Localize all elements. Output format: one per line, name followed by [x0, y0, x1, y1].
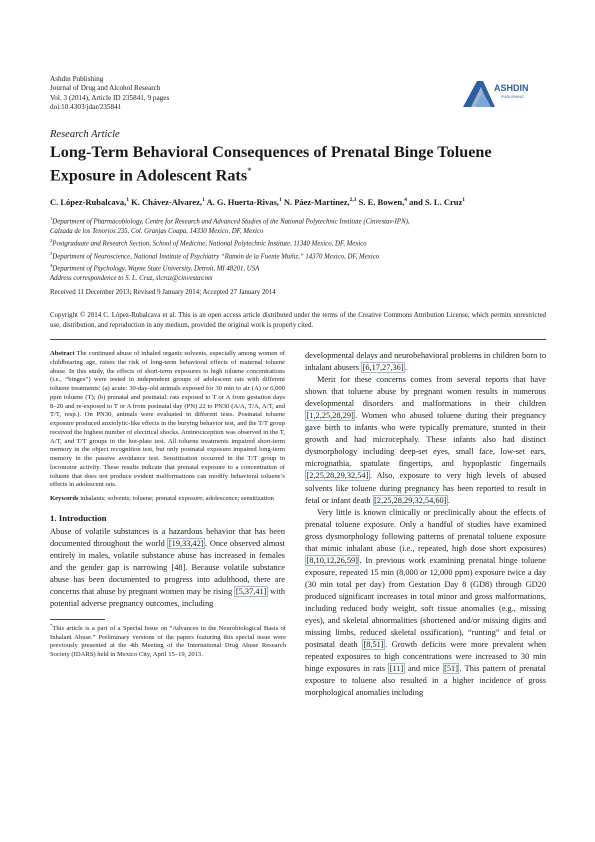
- left-column: [50, 350, 285, 610]
- publisher-name: Ashdin Publishing: [50, 75, 104, 83]
- abstract-text: The continued abuse of inhaled organic solvents, especially among women of childbearing age, raises the risk of long-term behavioral effects of maternal toluene abuse. In this study, the effects of short-term exposures to high toluene concentrations (i.e., “binges”) were tested in independent groups of adolescent rats with different toluene treatments: (a) acute: 30-day-old animals exposed for 30 min to air (A) or 6,000 ppm toluene (T); (b) prenatal and postnatal: rats exposed to T or A from gestation days 8–20 and re-exposed to T or A from postnatal day (PN) 22 to PN30 (A/A, T/A, A/T, and T/T, resp.). On PN30, animals were evaluated in different tests. Postnatal toluene exposure produced anxiolytic-like effects in the burying behavior test, and the T/T group received the highest number of electrical shocks. Antinociception was observed in the T, A/T, and T/T groups in the hot-plate test. All toluene treatments impaired short-term memory in the object recognition test, but only postnatal exposure impaired long-term memory in the passive avoidance test. Sensitization occurred in the T/T group in locomotor activity. These results indicate that prenatal exposure to a concentration of toluene that does not produce evident malformations can modify behavioral toluene’s effects in adolescent rats.: [50, 350, 285, 489]
- article-type: Research Article: [50, 129, 120, 140]
- intro-paragraph-2: Merit for these concerns comes from several reports that have shown that toluene abuse by pregnant women results in numerous developmental disorders and malformations in their children [1,2,25,28,29] . Women who abused toluene during their pregnancy gave birth to infants who were typically premature, stunted in their growth and had microcephaly. These infants also had distinct dysmorphology including deep-set eyes, small face, low-set ears, micrognathia, spatulate fingertips, and hypoplastic fingernails [2,25,28,29,32,54] . Also, exposure to very high levels of abused solvents like toluene during pregnancy has been reported to result in fetal or infant death [2,25,28,29,32,54,60] .: [305, 375, 546, 505]
- intro-paragraph-1: Abuse of volatile substances is a hazardous behavior that has been documented throughout the world [19,33,42] . Once observed almost entirely in males, volatile substance abuse has increased in females and the gender gap is narrowing [48]. Because volatile substance abuse has been documented to progress into adulthood, there are concerns that abuse by pregnant women may be rising [5,37,41] with potential adverse pregnancy outcomes, including: [50, 526, 286, 609]
- keywords-text: inhalants; solvents; toluene; prenatal exposure; adolescence; sensitization: [80, 495, 274, 502]
- citation-link[interactable]: [6,17,27,36]: [362, 363, 404, 373]
- author-affiliation-mark: 2,3: [349, 197, 357, 203]
- affiliation-mark: 1: [50, 216, 53, 221]
- copyright-notice: Copyright © 2014 C. López-Rubalcava et al. This is an open access article distributed under the terms of the Creative Commons Attribution License, which permits unrestricted use, distribution, and reproduction in any medium, provided the original work is properly cited.: [50, 312, 546, 329]
- title-footnote-mark: *: [247, 166, 252, 176]
- affiliation-line: $^4$Department of Psychology, Wayne State University, Detroit, MI 48201, USA: [50, 263, 260, 273]
- author-name: K. Chávez-Alvarez,: [129, 196, 203, 207]
- author-name: and S. L. Cruz: [407, 196, 463, 207]
- author-list: [50, 195, 550, 208]
- footnote-text: This article is a part of a Special Issue on “Advances in the Neurobiological Basis of Inhalant Abuse.” Preliminary versions of the papers featuring this special issue were previously presented at the 4th Meeting of the International Drug Abuse Research Society (IDARS) held in Mexico City, April 15–19, 2013.: [50, 625, 286, 658]
- title-text: Long-Term Behavioral Consequences of Prenatal Binge Toluene Exposure in Adolescent Rats: [50, 143, 492, 185]
- keywords-label: Keywords: [50, 495, 79, 502]
- author-affiliation-mark: 1: [126, 197, 130, 203]
- affiliation-line: Address correspondence to S. L. Cruz, slcruz@cinvestav.mx: [50, 275, 213, 283]
- author-name: N. Páez-Martínez,: [281, 196, 350, 207]
- affiliation-line: $^1$Department of Pharmacobiology, Centre for Research and Advanced Studies of the National Polytechnic Institute (Cinvestav-IPN),: [50, 216, 410, 226]
- journal-name: Journal of Drug and Alcohol Research: [50, 84, 161, 93]
- citation-link[interactable]: [8,51]: [363, 640, 384, 650]
- citation-link[interactable]: [1,2,25,28,29]: [306, 411, 354, 421]
- affiliation-mark: 3: [50, 250, 53, 256]
- abstract: [50, 350, 285, 490]
- citation-link[interactable]: [51]: [444, 664, 458, 674]
- header-divider: [50, 339, 546, 340]
- article-title: [50, 143, 530, 185]
- doi[interactable]: doi:10.4303/jdar/235841: [50, 102, 122, 111]
- svg-text:ASHDIN: ASHDIN: [494, 83, 529, 93]
- right-column: [305, 350, 546, 699]
- volume-info: Vol. 3 (2014), Article ID 235841, 9 pages: [50, 93, 170, 102]
- intro-paragraph-1-continued: developmental delays and neurobehavioral problems in children born to inhalant abusers [6,17,27,36] .: [305, 351, 546, 373]
- article-dates: Received 11 December 2013; Revised 9 January 2014; Accepted 27 January 2014: [50, 289, 276, 296]
- author-affiliation-mark: 4: [404, 197, 407, 203]
- footnote: [50, 622, 286, 660]
- author-name: A. G. Huerta-Rivas,: [204, 196, 279, 207]
- author-affiliation-mark: 1: [202, 197, 205, 203]
- citation-link[interactable]: [5,37,41]: [235, 586, 267, 596]
- citation-link[interactable]: [19,33,42]: [168, 538, 204, 548]
- citation-link[interactable]: [11]: [389, 664, 404, 674]
- affiliation-line: $^3$Department of Neuroscience, National Institute of Psychiatry “Ramón de la Fuente Muñiz,” 14370 Mexico, DF, Mexico: [50, 250, 380, 261]
- author-name: C. López-Rubalcava,: [50, 196, 127, 207]
- abstract-label: Abstract: [50, 350, 75, 357]
- journal-header: [50, 75, 169, 112]
- affiliation-mark: 4: [50, 263, 53, 269]
- affiliation-line: Calzada de los Tenorios 235, Col. Granjas Coapa, 14330 Mexico, DF, Mexico: [50, 227, 264, 235]
- intro-paragraph-3: Very little is known clinically or preclinically about the effects of prenatal toluene exposure. Only a handful of studies have examined gross dysmorphology following patterns of prenatal toluene exposure that mimic inhalant abuse (i.e., repeated, high dose short exposures) [8,10,12,26,59] . In previous work examining prenatal binge toluene exposure, repeated 15 min (8,000 or 12,000 ppm) exposure twice a day (30 min total per day) from Gestation Day 8 (GD8) through GD20 produced significant increases in total minor and gross malformations, including reduced body weight, soft tissue anomalies (e.g., missing eyes), and skeletal abnormalities (shortened and/or missing digits and missing limbs, reduced skeletal ossification), “runting” and fetal or postnatal death [8,51] . Growth deficits were more prevalent when repeated exposures to high concentrations were increased to 30 min binge exposures in rats [11] and mice [51] . This pattern of prenatal exposure to toluene also resulted in a higher incidence of gross morphological anomalies including: [305, 507, 546, 698]
- svg-text:PUBLISHING: PUBLISHING: [501, 95, 524, 99]
- affiliations: [50, 214, 550, 284]
- author-affiliation-mark: 1: [278, 197, 282, 203]
- author-affiliation-mark: 1: [462, 197, 466, 203]
- section-heading-introduction: 1. Introduction: [50, 512, 107, 523]
- footnote-divider: [50, 619, 105, 620]
- citation-link[interactable]: [2,25,28,29,32,54,60]: [374, 495, 447, 505]
- footnote-mark: *: [50, 623, 53, 628]
- citation-link[interactable]: [2,25,28,29,32,54]: [306, 471, 369, 481]
- author-name: S. E. Bowen,: [356, 196, 405, 207]
- affiliation-mark: 2: [50, 238, 53, 244]
- ashdin-logo: [461, 77, 546, 109]
- keywords: [50, 495, 285, 504]
- affiliation-line: $^2$Postgraduate and Research Section, School of Medicine, National Polytechnic Institute, 11340 Mexico, DF, Mexico: [50, 238, 367, 248]
- citation-link[interactable]: [8,10,12,26,59]: [306, 555, 358, 565]
